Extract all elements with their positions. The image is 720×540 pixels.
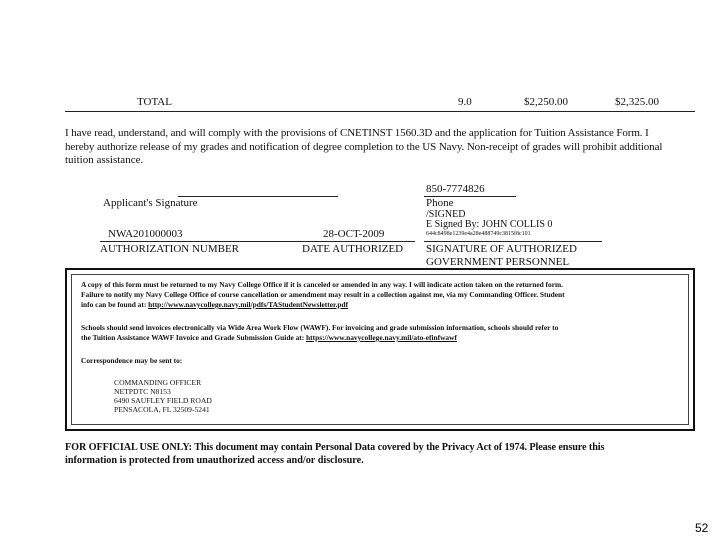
page-number: 52 [695, 521, 709, 535]
authorization-number-value: NWA201000003 [108, 228, 183, 240]
address-line-2: NETPDTC N8153 [114, 387, 171, 396]
address-line-1: COMMANDING OFFICER [114, 378, 202, 387]
notice-para2-line2 [81, 333, 457, 343]
gov-signature-line [424, 241, 602, 242]
phone-value: 850-7774826 [426, 183, 485, 195]
notice-para1-line3-prefix: info can be found at: [81, 300, 149, 309]
applicant-signature-label: Applicant's Signature [103, 197, 198, 209]
newsletter-link[interactable]: http://www.navycollege.navy.mil/pdfs/TAStudentNewsletter.pdf [148, 300, 349, 309]
notice-para1-line3 [81, 300, 348, 310]
address-line-4: PENSACOLA, FL 32509-5241 [114, 405, 210, 414]
notice-para1-line1: A copy of this form must be returned to my Navy College Office if it is canceled or amended in any way. I will indicate action taken on the returned form. [81, 280, 563, 289]
official-use-line-2: information is protected from unauthorized access and/or disclosure. [65, 455, 364, 466]
wawf-guide-link[interactable]: https://www.navycollege.navy.mil/ato-efinfwawf [306, 333, 457, 342]
notice-para2-line2-prefix: the Tuition Assistance WAWF Invoice and Grade Submission Guide at: [81, 333, 307, 342]
agreement-line-2: hereby authorize release of my grades and notification of degree completion to the US Navy. Non-receipt of grades will prohibit additional [65, 141, 663, 153]
auth-divider [100, 241, 415, 242]
address-line-3: 6490 SAUFLEY FIELD ROAD [114, 396, 212, 405]
phone-label: Phone [426, 197, 454, 209]
agreement-line-3: tuition assistance. [65, 154, 144, 166]
correspondence-label: Correspondence may be sent to: [81, 356, 183, 365]
total-label: TOTAL [137, 96, 172, 108]
total-amount-1: $2,250.00 [524, 96, 568, 108]
total-hours: 9.0 [458, 96, 472, 108]
notice-para1-line2: Failure to notify my Navy College Office of course cancellation or amendment may result in a collection against me, via my Commanding Officer. Student [81, 290, 565, 299]
date-authorized-label: DATE AUTHORIZED [302, 243, 404, 255]
applicant-signature-line [178, 196, 338, 197]
notice-para2-line1: Schools should send invoices electronically via Wide Area Work Flow (WAWF). For invoicing and grade submission information, schools should refer to [81, 323, 559, 332]
agreement-line-1: I have read, understand, and will comply with the provisions of CNETINST 1560.3D and the application for Tuition Assistance Form. I [65, 127, 649, 139]
total-amount-2: $2,325.00 [615, 96, 659, 108]
signature-hash: 644c8498e1239e4a28e488749c3815f8c101 [426, 231, 531, 237]
signed-text: /SIGNED [426, 209, 466, 220]
e-signed-by: E Signed By: JOHN COLLIS 0 [426, 219, 553, 230]
gov-signature-label-1: SIGNATURE OF AUTHORIZED [426, 243, 577, 255]
gov-signature-label-2: GOVERNMENT PERSONNEL [426, 256, 570, 268]
total-divider [65, 111, 695, 112]
notice-box [65, 268, 695, 431]
official-use-line-1: FOR OFFICIAL USE ONLY: This document may contain Personal Data covered by the Privacy Act of 1974. Please ensure this [65, 442, 605, 453]
authorization-number-label: AUTHORIZATION NUMBER [100, 243, 240, 255]
date-authorized-value: 28-OCT-2009 [323, 228, 385, 240]
